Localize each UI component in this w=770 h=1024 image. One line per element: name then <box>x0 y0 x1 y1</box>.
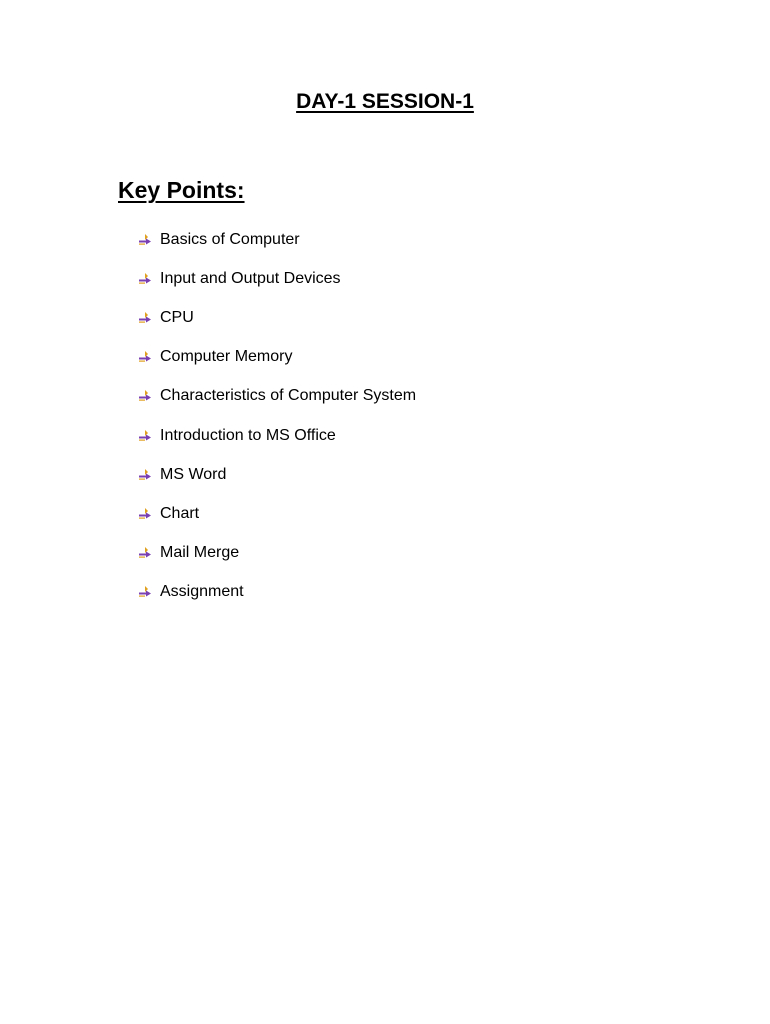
list-item <box>138 455 416 494</box>
list-item <box>138 416 416 455</box>
list-item-label: Introduction to MS Office <box>160 426 336 444</box>
list-item-label: Assignment <box>160 583 244 601</box>
key-points-heading: Key Points: <box>118 177 245 203</box>
arrow-bullet-icon <box>138 546 154 560</box>
list-item <box>138 494 416 533</box>
list-item-label: Computer Memory <box>160 348 293 366</box>
list-item <box>138 573 416 612</box>
list-item <box>138 259 416 298</box>
list-item-label: Mail Merge <box>160 544 240 562</box>
key-points-list <box>138 220 416 612</box>
list-item-label: Characteristics of Computer System <box>160 387 417 405</box>
list-item <box>138 338 416 377</box>
list-item <box>138 534 416 573</box>
arrow-bullet-icon <box>138 468 154 482</box>
list-item-label: Input and Output Devices <box>160 269 341 287</box>
arrow-bullet-icon <box>138 233 154 247</box>
arrow-bullet-icon <box>138 389 154 403</box>
list-item <box>138 220 416 259</box>
list-item <box>138 377 416 416</box>
arrow-bullet-icon <box>138 507 154 521</box>
page-title: DAY-1 SESSION-1 <box>296 90 474 113</box>
list-item-label: CPU <box>160 308 194 326</box>
arrow-bullet-icon <box>138 429 154 443</box>
arrow-bullet-icon <box>138 585 154 599</box>
list-item-label: Chart <box>160 504 200 522</box>
list-item <box>138 298 416 337</box>
arrow-bullet-icon <box>138 311 154 325</box>
list-item-label: Basics of Computer <box>160 230 300 248</box>
arrow-bullet-icon <box>138 350 154 364</box>
arrow-bullet-icon <box>138 272 154 286</box>
list-item-label: MS Word <box>160 465 227 483</box>
